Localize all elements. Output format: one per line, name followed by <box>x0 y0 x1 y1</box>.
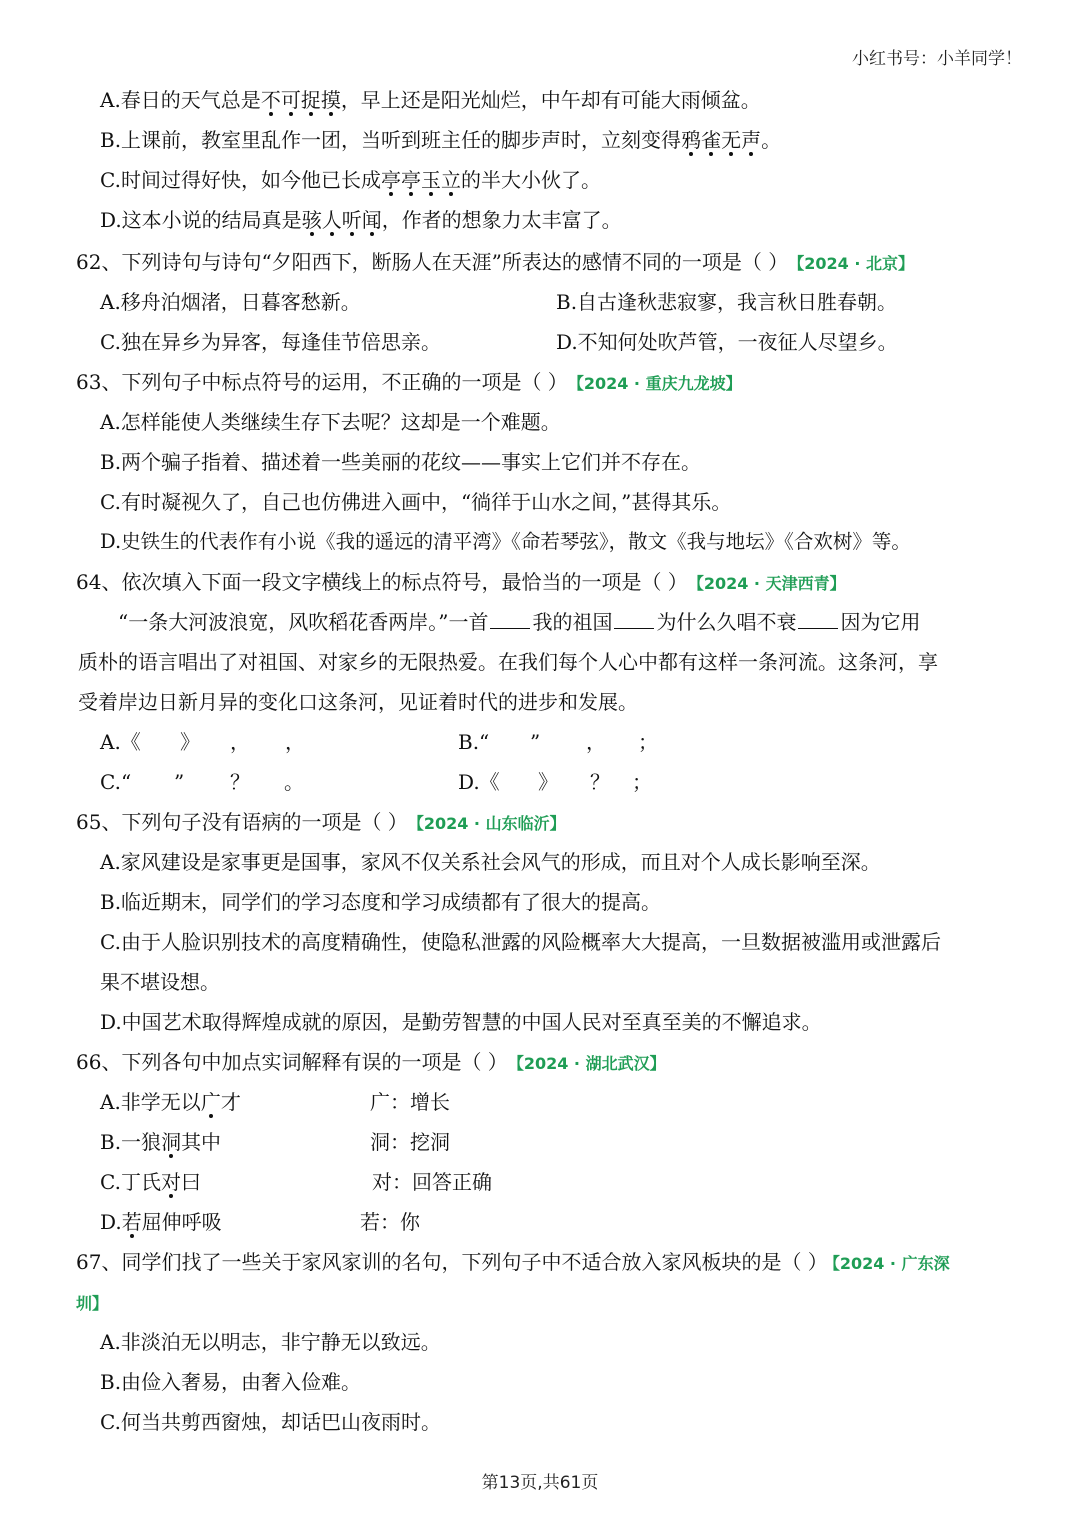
q66-option-a-explanation: 广：增长 <box>370 1090 450 1114</box>
emphasis-dot-char: 捉 <box>300 88 321 112</box>
q64-option-a: A.《 》 ， ， <box>100 730 305 754</box>
q67-option-a: A.非淡泊无以明志，非宁静无以致远。 <box>100 1330 441 1354</box>
header-note: 小红书号：小羊同学！ <box>852 49 1022 69</box>
emphasis-dot-char: 洞 <box>161 1130 182 1154</box>
q62-option-a: A.移舟泊烟渚，日暮客愁新。 <box>100 290 361 314</box>
q67-stem: 67、同学们找了一些关于家风家训的名句，下列句子中不适合放入家风板块的是（ ） 【2024 · 广东深 <box>76 1250 950 1274</box>
emphasis-dot-char: 玉 <box>420 168 441 192</box>
q67-option-b: B.由俭入奢易，由奢入俭难。 <box>100 1370 362 1394</box>
q66-option-d: D.若屈伸呼吸 <box>100 1210 222 1234</box>
fill-blank <box>614 610 654 629</box>
q64-passage-line-3: 受着岸边日新月异的变化口这条河，见证着时代的进步和发展。 <box>78 690 638 714</box>
emphasis-dot-char: 亭 <box>380 168 401 192</box>
emphasis-dot-char: 鸦 <box>681 128 702 152</box>
q66-option-a: A.非学无以广才 <box>100 1090 241 1114</box>
q67-option-c: C.何当共剪西窗烛，却话巴山夜雨时。 <box>100 1410 441 1434</box>
q64-passage-line-2: 质朴的语言唱出了对祖国、对家乡的无限热爱。在我们每个人心中都有这样一条河流。这条河，享 <box>78 650 938 674</box>
q66-stem: 66、下列各句中加点实词解释有误的一项是（ ） 【2024 · 湖北武汉】 <box>76 1050 666 1074</box>
source-tag: 【2024 · 广东深 <box>831 1254 950 1273</box>
emphasis-dot-char: 广 <box>200 1090 221 1114</box>
q66-option-d-explanation: 若：你 <box>360 1210 420 1234</box>
source-tag: 【2024 · 湖北武汉】 <box>515 1054 666 1073</box>
emphasis-dot-char: 亭 <box>400 168 421 192</box>
q65-option-a: A.家风建设是家事更是国事，家风不仅关系社会风气的形成，而且对个人成长影响至深。 <box>100 850 881 874</box>
q63-option-c: C.有时凝视久了，自己也仿佛进入画中，“徜徉于山水之间，”甚得其乐。 <box>100 490 732 514</box>
q64-option-b: B.“ ” ， ； <box>458 730 658 754</box>
source-tag: 【2024 · 山东临沂】 <box>415 814 566 833</box>
q66-option-b: B.一狼洞其中 <box>100 1130 222 1154</box>
q66-option-c-explanation: 对：回答正确 <box>372 1170 492 1194</box>
emphasis-dot-char: 摸 <box>320 88 341 112</box>
emphasis-dot-char: 骇 <box>301 208 322 232</box>
q64-stem: 64、依次填入下面一段文字横线上的标点符号，最恰当的一项是（ ） 【2024 · 天津西青】 <box>76 570 846 594</box>
q66-option-c: C.丁氏对曰 <box>100 1170 201 1194</box>
q62-option-d: D.不知何处吹芦管，一夜征人尽望乡。 <box>556 330 898 354</box>
q65-option-b: B.临近期末，同学们的学习态度和学习成绩都有了很大的提高。 <box>100 890 662 914</box>
fill-blank <box>798 610 838 629</box>
q64-passage-line-1: “一条大河波浪宽，风吹稻花香两岸。”一首 我的祖国 为什么久唱不衰 因为它用 <box>118 610 921 634</box>
source-tag: 【2024 · 北京】 <box>796 254 915 273</box>
q65-option-c-line-1: C.由于人脸识别技术的高度精确性，使隐私泄露的风险概率大大提高，一旦数据被滥用或泄露后 <box>100 930 941 954</box>
q66-option-b-explanation: 洞：挖洞 <box>370 1130 450 1154</box>
emphasis-dot-char: 立 <box>440 168 461 192</box>
q63-option-b: B.两个骗子指着、描述着一些美丽的花纹——事实上它们并不存在。 <box>100 450 702 474</box>
emphasis-dot-char: 人 <box>321 208 342 232</box>
q62-stem: 62、下列诗句与诗句“夕阳西下，断肠人在天涯”所表达的感情不同的一项是（ ） 【2024 · 北京】 <box>76 250 915 274</box>
q65-option-c-line-2: 果不堪设想。 <box>100 970 220 994</box>
q67-tag-continued: 圳】 <box>76 1294 109 1313</box>
q64-option-d: D.《 》 ？ ； <box>458 770 652 794</box>
source-tag: 【2024 · 天津西青】 <box>695 574 846 593</box>
q63-option-a: A.怎样能使人类继续生存下去呢？这却是一个难题。 <box>100 410 561 434</box>
emphasis-dot-char: 听 <box>341 208 362 232</box>
page-number: 第13页,共61页 <box>481 1473 599 1493</box>
emphasis-dot-char: 声 <box>741 128 762 152</box>
fill-blank <box>490 610 530 629</box>
q61-option-c: C.时间过得好快，如今他已长成亭亭玉立的半大小伙了。 <box>100 168 601 192</box>
q62-option-c: C.独在异乡为异客，每逢佳节倍思亲。 <box>100 330 441 354</box>
emphasis-dot-char: 无 <box>721 128 742 152</box>
q61-option-d: D.这本小说的结局真是骇人听闻，作者的想象力太丰富了。 <box>100 208 622 232</box>
emphasis-dot-char: 对 <box>160 1170 181 1194</box>
q63-stem: 63、下列句子中标点符号的运用，不正确的一项是（ ） 【2024 · 重庆九龙坡】 <box>76 370 742 394</box>
emphasis-dot-char: 雀 <box>701 128 722 152</box>
q65-stem: 65、下列句子没有语病的一项是（ ） 【2024 · 山东临沂】 <box>76 810 566 834</box>
emphasis-dot-char: 闻 <box>361 208 382 232</box>
emphasis-dot-char: 不 <box>260 88 281 112</box>
q62-option-b: B.自古逢秋悲寂寥，我言秋日胜春朝。 <box>556 290 898 314</box>
emphasis-dot-char: 若 <box>121 1210 142 1234</box>
q64-option-c: C.“ ” ？ 。 <box>100 770 304 794</box>
q63-option-d: D.史铁生的代表作有小说《我的遥远的清平湾》《命若琴弦》，散文《我与地坛》《合欢树》等。 <box>100 530 911 553</box>
q65-option-d: D.中国艺术取得辉煌成就的原因，是勤劳智慧的中国人民对至真至美的不懈追求。 <box>100 1010 822 1034</box>
emphasis-dot-char: 可 <box>280 88 301 112</box>
q61-option-b: B.上课前，教室里乱作一团，当听到班主任的脚步声时，立刻变得鸦雀无声。 <box>100 128 782 152</box>
source-tag: 【2024 · 重庆九龙坡】 <box>575 374 742 393</box>
q61-option-a: A.春日的天气总是不可捉摸，早上还是阳光灿烂，中午却有可能大雨倾盆。 <box>100 88 761 112</box>
